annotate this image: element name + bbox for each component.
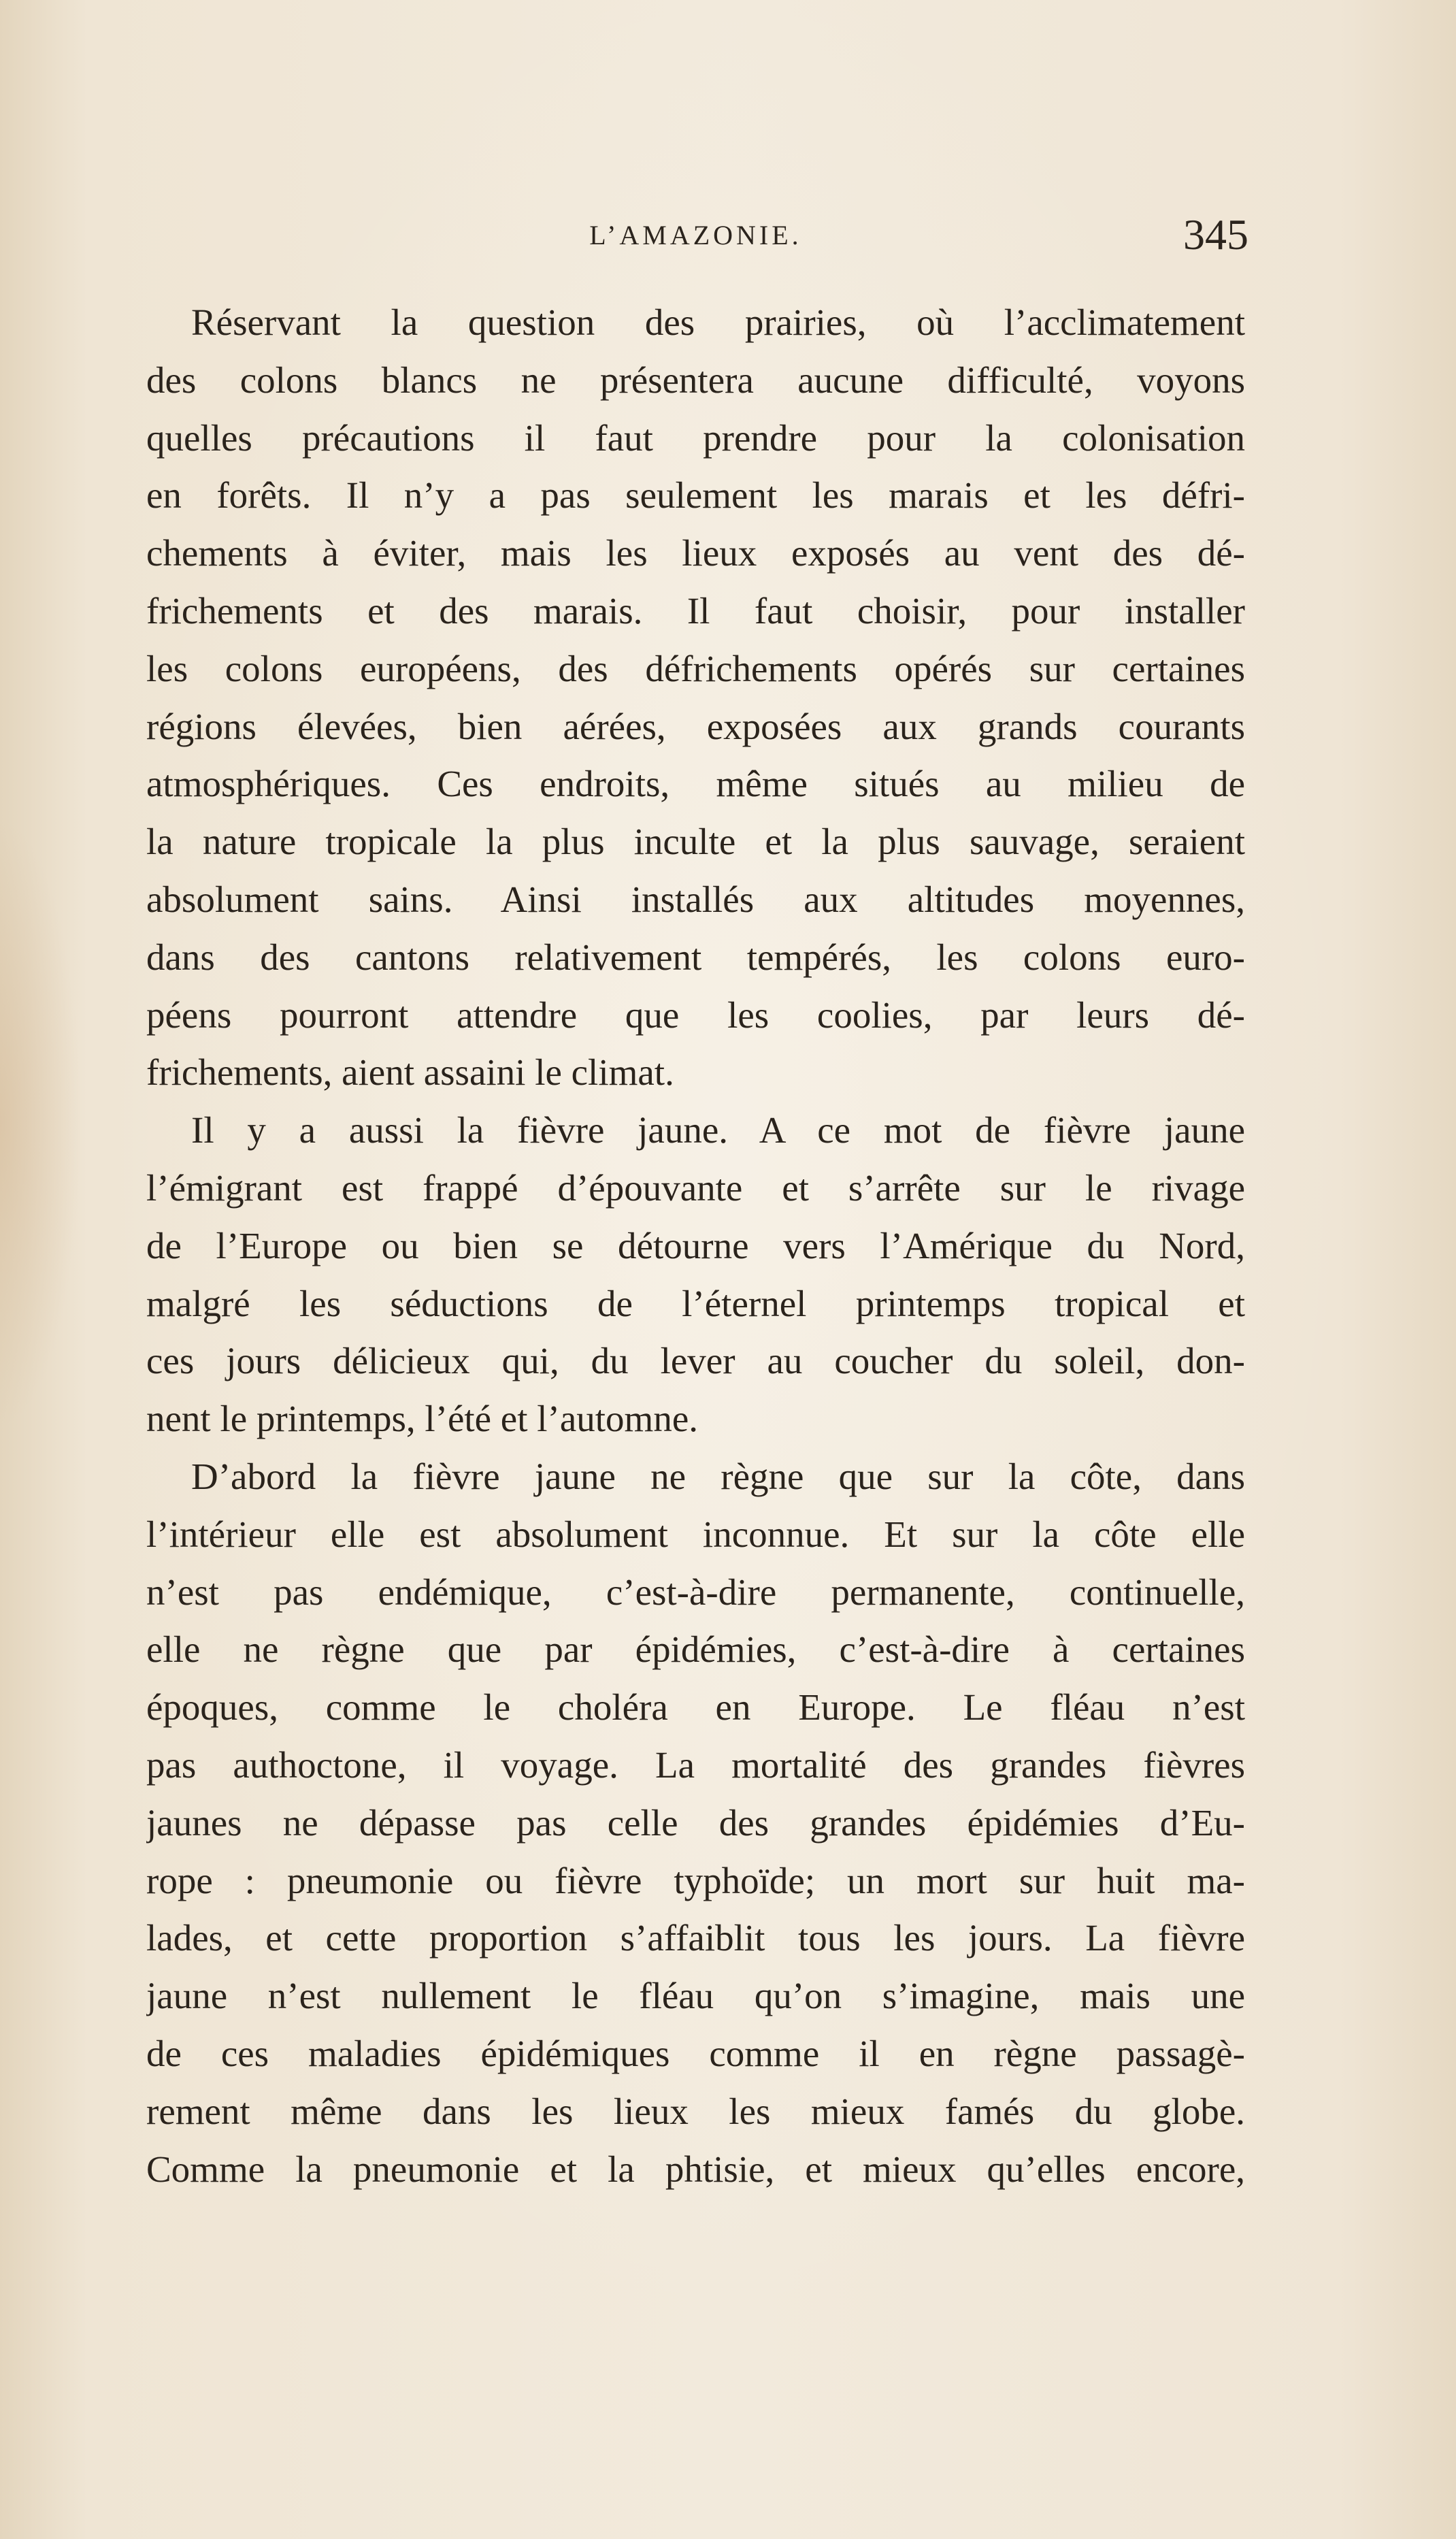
running-title: L’AMAZONIE.: [589, 220, 802, 250]
text-line: jaunes ne dépasse pas celle des grandes épidémies d’Eu-: [146, 1801, 1245, 1844]
text-line: des colons blancs ne présentera aucune difficulté, voyons: [146, 359, 1245, 401]
text-line: elle ne règne que par épidémies, c’est-à-dire à certaines: [146, 1628, 1245, 1671]
page-number: 345: [1183, 210, 1248, 259]
text-line: Comme la pneumonie et la phtisie, et mieux qu’elles encore,: [146, 2148, 1245, 2190]
text-line: l’émigrant est frappé d’épouvante et s’arrête sur le rivage: [146, 1166, 1245, 1209]
text-line: quelles précautions il faut prendre pour la colonisation: [146, 416, 1245, 459]
text-line: D’abord la fièvre jaune ne règne que sur la côte, dans: [191, 1455, 1245, 1497]
text-line: frichements et des marais. Il faut choisir, pour installer: [146, 589, 1245, 632]
text-line: nent le printemps, l’été et l’automne.: [146, 1398, 698, 1440]
text-line: rement même dans les lieux les mieux famés du globe.: [146, 2090, 1245, 2132]
paper-stain: [0, 817, 82, 1429]
text-line: pas authoctone, il voyage. La mortalité des grandes fièvres: [146, 1743, 1245, 1786]
text-line: les colons européens, des défrichements opérés sur certaines: [146, 647, 1245, 689]
text-line: époques, comme le choléra en Europe. Le fléau n’est: [146, 1686, 1245, 1729]
text-line: péens pourront attendre que les coolies, par leurs dé-: [146, 994, 1245, 1036]
text-line: de ces maladies épidémiques comme il en règne passagè-: [146, 2032, 1245, 2074]
text-line: Réservant la question des prairies, où l’acclimatement: [191, 301, 1245, 343]
text-line: la nature tropicale la plus inculte et la plus sauvage, seraient: [146, 821, 1245, 863]
text-line: chements à éviter, mais les lieux exposés au vent des dé-: [146, 532, 1245, 574]
text-line: absolument sains. Ainsi installés aux altitudes moyennes,: [146, 878, 1245, 920]
text-line: de l’Europe ou bien se détourne vers l’Amérique du Nord,: [146, 1224, 1245, 1266]
text-line: malgré les séductions de l’éternel printemps tropical et: [146, 1282, 1245, 1324]
text-line: Il y a aussi la fièvre jaune. A ce mot de fièvre jaune: [191, 1109, 1245, 1151]
running-head: [143, 210, 1248, 264]
text-line: en forêts. Il n’y a pas seulement les marais et les défri-: [146, 474, 1245, 517]
text-line: atmosphériques. Ces endroits, même situés au milieu de: [146, 763, 1245, 805]
text-line: ces jours délicieux qui, du lever au coucher du soleil, don-: [146, 1340, 1245, 1382]
text-line: rope : pneumonie ou fièvre typhoïde; un mort sur huit ma-: [146, 1859, 1245, 1901]
text-line: dans des cantons relativement tempérés, les colons euro-: [146, 936, 1245, 978]
body-text: [146, 294, 1245, 2198]
text-line: régions élevées, bien aérées, exposées aux grands courants: [146, 705, 1245, 747]
text-line: lades, et cette proportion s’affaiblit tous les jours. La fièvre: [146, 1917, 1245, 1959]
text-line: l’intérieur elle est absolument inconnue. Et sur la côte elle: [146, 1513, 1245, 1555]
text-line: jaune n’est nullement le fléau qu’on s’imagine, mais une: [146, 1975, 1245, 2017]
text-line: frichements, aient assaini le climat.: [146, 1051, 674, 1094]
text-line: n’est pas endémique, c’est-à-dire permanente, continuelle,: [146, 1571, 1245, 1613]
